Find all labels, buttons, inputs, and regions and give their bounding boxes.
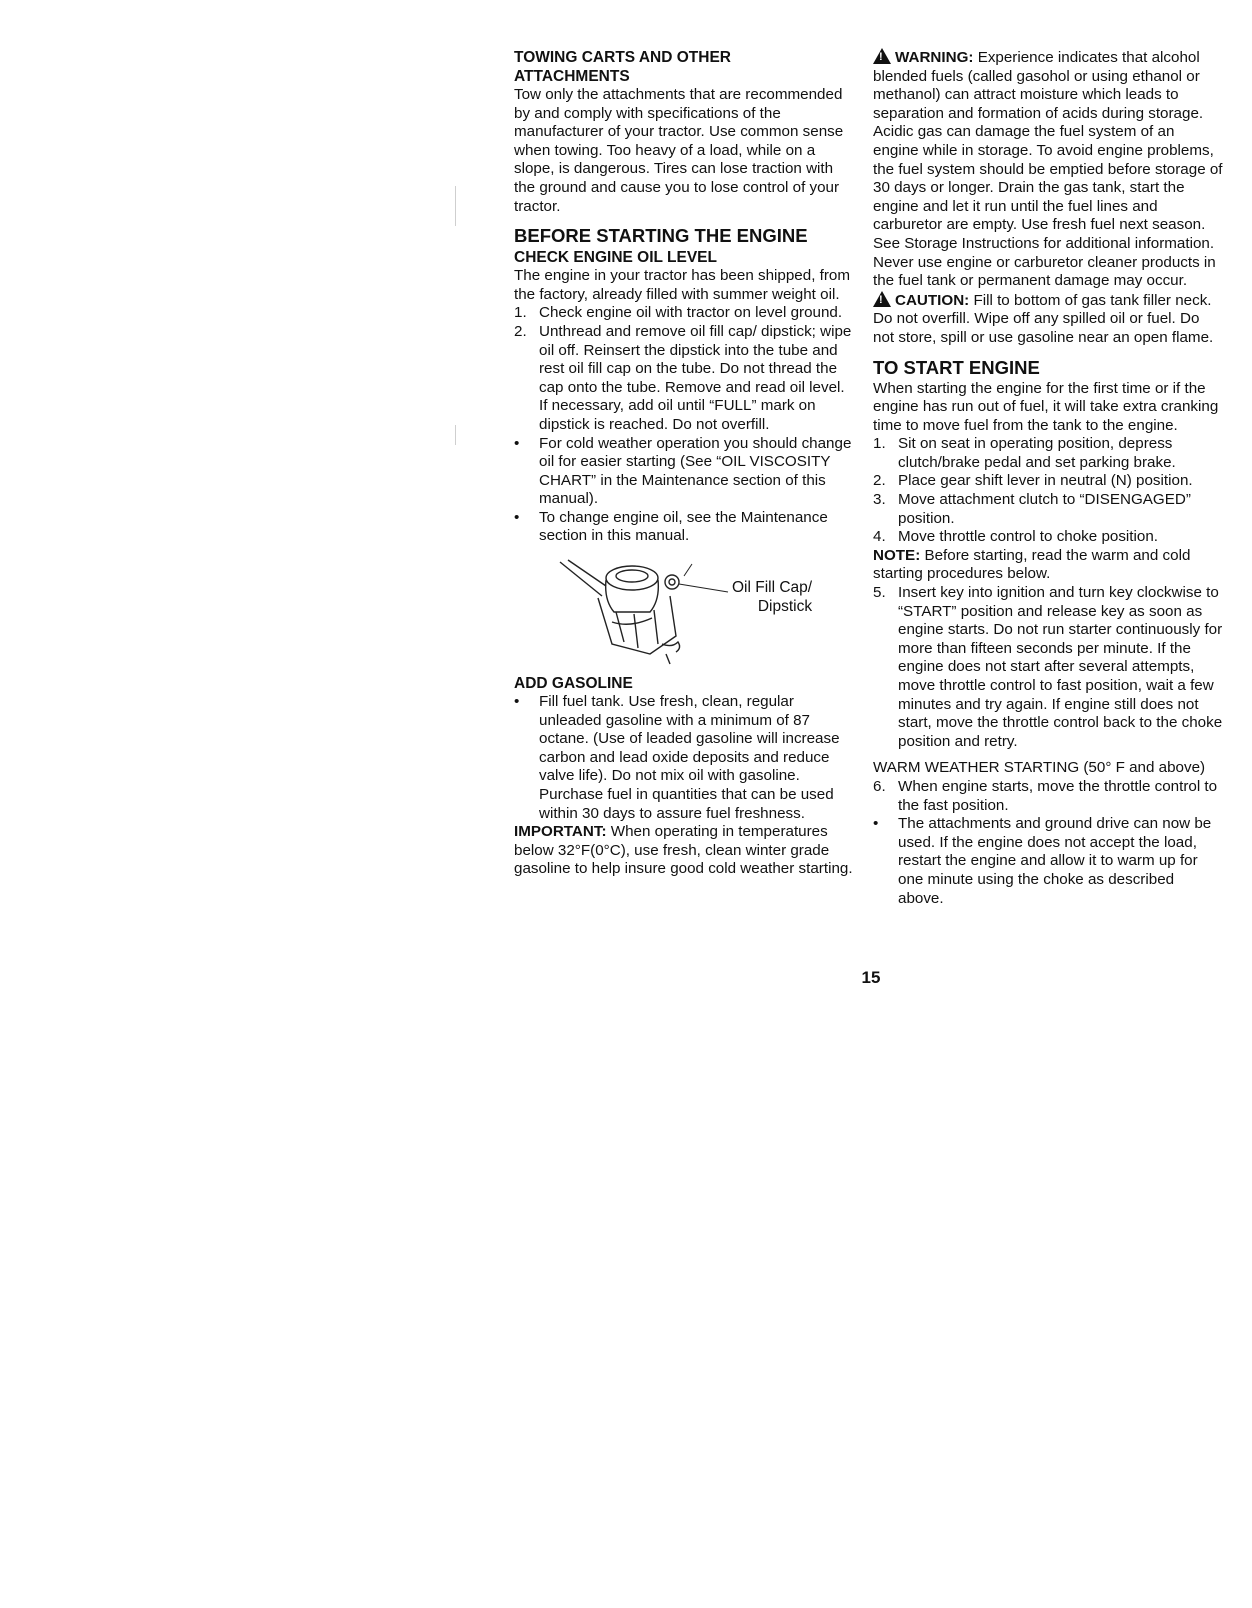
towing-heading: TOWING CARTS AND OTHER bbox=[514, 49, 731, 66]
figure-label-line: Oil Fill Cap/ bbox=[732, 579, 813, 597]
step-number: 1. bbox=[514, 304, 527, 322]
step-text: Unthread and remove oil fill cap/ dipstick; wipe oil off. Reinsert the dipstick into the tube and rest oil fill cap on the tube. Do not thread the cap onto the tube. Remove and read oil level. If necessary, add oil until “FULL” mark on dipstick is reached. Do not overfill. bbox=[539, 322, 852, 433]
check-oil-heading: CHECK ENGINE OIL LEVEL bbox=[514, 249, 717, 267]
warning-block bbox=[873, 48, 1223, 291]
oil-step bbox=[514, 323, 857, 435]
oil-steps bbox=[514, 304, 857, 434]
note-text: Before starting, read the warm and cold starting procedures below. bbox=[873, 546, 1191, 583]
bullet-text: To change engine oil, see the Maintenance section in this manual. bbox=[539, 508, 828, 545]
scan-mark bbox=[455, 186, 456, 226]
step-text: Move attachment clutch to “DISENGAGED” position. bbox=[898, 491, 1191, 527]
step-text: Check engine oil with tractor on level ground. bbox=[539, 304, 843, 322]
step-number: 1. bbox=[873, 435, 886, 453]
caution-text: Fill to bottom of gas tank filler neck. Do not overfill. Wipe off any spilled oil or fuel. Do not store, spill or use gasoline near an open flame. bbox=[873, 291, 1214, 346]
warm-weather-heading: WARM WEATHER STARTING (50° F and above) bbox=[873, 759, 1206, 777]
note-block bbox=[873, 547, 1223, 584]
step-number: 2. bbox=[514, 322, 527, 340]
bullet-icon: • bbox=[514, 693, 520, 711]
figure-label bbox=[732, 578, 812, 616]
warning-text: Experience indicates that alcohol blended fuels (called gasohol or using ethanol or methanol) can attract moisture which leads to separation and formation of acids during storage. Acidic gas can damage the fuel system of an engine while in storage. To avoid engine problems, the fuel system should be emptied before storage of 30 days or longer. Drain the gas tank, start the engine and let it run until the fuel lines and carburetor are empty. Use fresh fuel next season. See Storage Instructions for additional information. Never use engine or carburetor cleaner products in the fuel tank or permanent damage may occur. bbox=[873, 49, 1223, 290]
start-step bbox=[873, 584, 1223, 751]
oil-step bbox=[514, 304, 857, 323]
bullet-icon: • bbox=[514, 434, 520, 452]
caution-label: CAUTION: bbox=[895, 291, 970, 309]
start-step bbox=[873, 528, 1223, 547]
caution-icon bbox=[873, 291, 891, 307]
bullet-item bbox=[514, 435, 857, 509]
important-note bbox=[514, 823, 857, 879]
start-intro: When starting the engine for the first time or if the engine has run out of fuel, it will take extra cranking time to move fuel from the tank to the engine. bbox=[873, 379, 1219, 434]
oil-bullets bbox=[514, 435, 857, 547]
gas-bullets bbox=[514, 693, 857, 823]
step-text: Sit on seat in operating position, depress clutch/brake pedal and set parking brake. bbox=[898, 435, 1176, 471]
to-start-engine-heading: TO START ENGINE bbox=[873, 356, 1040, 378]
figure-label-line: Dipstick bbox=[757, 598, 813, 616]
warm-steps bbox=[873, 778, 1223, 815]
oil-fill-figure bbox=[514, 556, 857, 668]
bullet-text: Fill fuel tank. Use fresh, clean, regular unleaded gasoline with a minimum of 87 octane. (Use of leaded gasoline will increase carbon and lead oxide deposits and reduce valve life). Do not mix oil with gasoline. Purchase fuel in quantities that can be used within 30 days to assure fuel freshness. bbox=[539, 693, 840, 822]
bullet-item bbox=[514, 509, 857, 546]
scan-mark bbox=[455, 425, 456, 445]
important-text: When operating in temperatures below 32°F(0°C), use fresh, clean winter grade gasoline to help insure good cold weather starting. bbox=[514, 823, 853, 878]
bullet-icon: • bbox=[514, 508, 520, 526]
start-step bbox=[873, 491, 1223, 528]
start-steps-cont bbox=[873, 584, 1223, 751]
start-step bbox=[873, 435, 1223, 472]
page-number: 15 bbox=[861, 968, 881, 987]
caution-block bbox=[873, 291, 1223, 348]
before-starting-heading: BEFORE STARTING THE ENGINE bbox=[514, 225, 808, 247]
important-label: IMPORTANT: bbox=[514, 823, 607, 841]
step-text: Insert key into ignition and turn key clockwise to “START” position and release key as soon as engine starts. Do not run starter continuously for more than fifteen seconds per minute. If the engine does not start after several attempts, move throttle control to fast position, wait a few minutes and try again. If engine still does not start, move the throttle control back to the choke position and retry. bbox=[898, 584, 1223, 750]
bullet-icon: • bbox=[873, 815, 879, 833]
warning-label: WARNING: bbox=[895, 49, 974, 66]
step-number: 6. bbox=[873, 777, 886, 795]
towing-heading-cont: ATTACHMENTS bbox=[514, 68, 630, 85]
step-number: 3. bbox=[873, 491, 886, 509]
warning-icon bbox=[873, 48, 891, 64]
bullet-text: For cold weather operation you should change oil for easier starting (See “OIL VISCOSITY CHART” in the Maintenance section of this manual). bbox=[539, 434, 852, 508]
step-text: Move throttle control to choke position. bbox=[898, 528, 1159, 546]
bullet-text: The attachments and ground drive can now be used. If the engine does not accept the load, restart the engine and allow it to warm up for one minute using the choke as described above. bbox=[898, 815, 1212, 907]
step-number: 4. bbox=[873, 528, 886, 546]
step-number: 2. bbox=[873, 472, 886, 490]
left-column bbox=[514, 48, 857, 879]
step-text: Place gear shift lever in neutral (N) position. bbox=[898, 472, 1193, 490]
note-label: NOTE: bbox=[873, 546, 921, 564]
bullet-item bbox=[514, 693, 857, 823]
towing-text: Tow only the attachments that are recommended by and comply with specifications of the manufacturer of your tractor. Use common sense when towing. Too heavy of a load, while on a slope, is dangerous. Tires can lose traction with the ground and cause you to lose control of your tractor. bbox=[514, 86, 844, 215]
step-text: When engine starts, move the throttle control to the fast position. bbox=[898, 777, 1218, 814]
add-gasoline-heading: ADD GASOLINE bbox=[514, 675, 633, 693]
final-bullets bbox=[873, 815, 1223, 908]
step-number: 5. bbox=[873, 584, 886, 602]
engine-illustration bbox=[554, 556, 734, 668]
check-oil-intro: The engine in your tractor has been shipped, from the factory, already filled with summer weight oil. bbox=[514, 267, 851, 303]
start-step bbox=[873, 472, 1223, 491]
start-steps bbox=[873, 435, 1223, 547]
start-step bbox=[873, 778, 1223, 815]
bullet-item bbox=[873, 815, 1223, 908]
right-column bbox=[873, 48, 1223, 908]
